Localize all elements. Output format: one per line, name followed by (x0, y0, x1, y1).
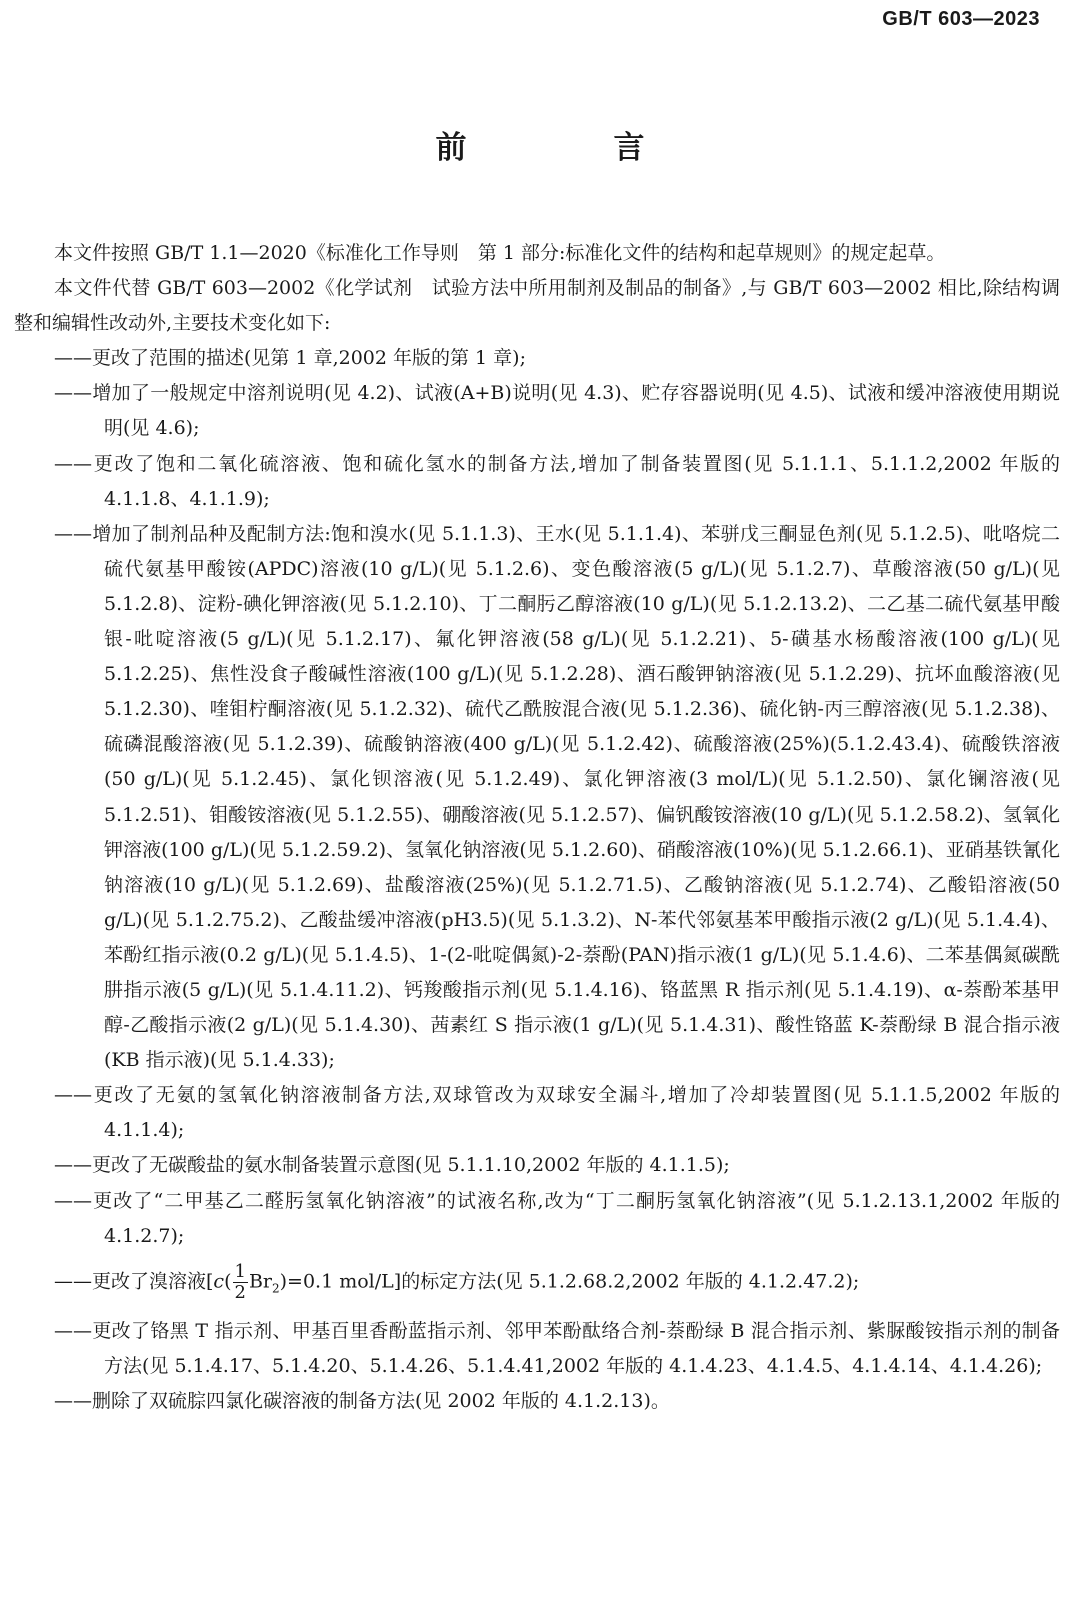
change-item-bromine: ——更改了溴溶液[c( $\frac{1}{2}$ $Br_2)=0.1$ mol/L]的标定方法(见 5.1.2.68.2,2002 年版的 4.1.2.47.2); (54, 1260, 860, 1303)
fraction-numerator: 1 (234, 1260, 246, 1282)
concentration-symbol: c (213, 1270, 225, 1293)
document-body (14, 236, 1060, 1419)
bromine-prefix: ——更改了溴溶液[ (54, 1270, 214, 1293)
paragraph-drafting-rule: 本文件按照 GB/T 1.1—2020《标准化工作导则 第 1 部分:标准化文件的结构和起草规则》的规定起草。 (54, 242, 946, 264)
fraction-denominator: 2 (234, 1281, 246, 1303)
change-item: ——更改了无氨的氢氧化钠溶液制备方法,双球管改为双球安全漏斗,增加了冷却装置图(见 5.1.1.5,2002 年版的 4.1.1.4); (54, 1084, 1060, 1142)
change-item: ——增加了一般规定中溶剂说明(见 4.2)、试液(A+B)说明(见 4.3)、贮存容器说明(见 4.5)、试液和缓冲溶液使用期说明(见 4.6); (54, 382, 1060, 440)
bromine-suffix: )=0.1 mol/L]的标定方法(见 5.1.2.68.2,2002 年版的 4.1.2.47.2); (279, 1270, 860, 1293)
change-item: ——更改了范围的描述(见第 1 章,2002 年版的第 1 章); (54, 347, 526, 370)
chemical-species: Br (248, 1270, 272, 1293)
change-item: ——更改了铬黑 T 指示剂、甲基百里香酚蓝指示剂、邻甲苯酚酞络合剂-萘酚绿 B 混合指示剂、紫脲酸铵指示剂的制备方法(见 5.1.4.17、5.1.4.20、5.1.4.26、5.1.4.41,2002 年版的 4.1.4.23、4.1.4.5、4.1.4.14、4.1.4.26); (54, 1320, 1060, 1378)
page-title: 前 言 (435, 130, 703, 166)
change-item: ——更改了“二甲基乙二醛肟氢氧化钠溶液”的试液名称,改为“丁二酮肟氢氧化钠溶液”(见 5.1.2.13.1,2002 年版的 4.1.2.7); (54, 1189, 1060, 1247)
document-number: GB/T 603—2023 (882, 8, 1040, 30)
chemical-subscript: 2 (272, 1281, 280, 1296)
fraction (233, 1262, 248, 1303)
change-item: ——更改了无碳酸盐的氨水制备装置示意图(见 5.1.1.10,2002 年版的 4.1.1.5); (54, 1154, 730, 1177)
change-list (14, 341, 1060, 1419)
paragraph-replacement: 本文件代替 GB/T 603—2002《化学试剂 试验方法中所用制剂及制品的制备》,与 GB/T 603—2002 相比,除结构调整和编辑性改动外,主要技术变化如下: (14, 277, 1060, 335)
change-item: ——更改了饱和二氧化硫溶液、饱和硫化氢水的制备方法,增加了制备装置图(见 5.1.1.1、5.1.1.2,2002 年版的 4.1.1.8、4.1.1.9); (54, 452, 1060, 510)
change-item: ——删除了双硫腙四氯化碳溶液的制备方法(见 2002 年版的 4.1.2.13)。 (54, 1390, 670, 1413)
change-item: ——增加了制剂品种及配制方法:饱和溴水(见 5.1.1.3)、王水(见 5.1.1.4)、苯骈戊三酮显色剂(见 5.1.2.5)、吡咯烷二硫代氨基甲酸铵(APDC)溶液(10 g/L)(见 5.1.2.6)、变色酸溶液(5 g/L)(见 5.1.2.7)、草酸溶液(50 g/L)(见 5.1.2.8)、淀粉-碘化钾溶液(见 5.1.2.10)、丁二酮肟乙醇溶液(10 g/L)(见 5.1.2.13.2)、二乙基二硫代氨基甲酸银-吡啶溶液(5 g/L)(见 5.1.2.17)、氟化钾溶液(58 g/L)(见 5.1.2.21)、5-磺基水杨酸溶液(100 g/L)(见 5.1.2.25)、焦性没食子酸碱性溶液(100 g/L)(见 5.1.2.28)、酒石酸钾钠溶液(见 5.1.2.29)、抗坏血酸溶液(见 5.1.2.30)、喹钼柠酮溶液(见 5.1.2.32)、硫代乙酰胺混合液(见 5.1.2.36)、硫化钠-丙三醇溶液(见 5.1.2.38)、硫磷混酸溶液(见 5.1.2.39)、硫酸钠溶液(400 g/L)(见 5.1.2.42)、硫酸溶液(25%)(5.1.2.43.4)、硫酸铁溶液(50 g/L)(见 5.1.2.45)、氯化钡溶液(见 5.1.2.49)、氯化钾溶液(3 mol/L)(见 5.1.2.50)、氯化镧溶液(见 5.1.2.51)、钼酸铵溶液(见 5.1.2.55)、硼酸溶液(见 5.1.2.57)、偏钒酸铵溶液(10 g/L)(见 5.1.2.58.2)、氢氧化钾溶液(100 g/L)(见 5.1.2.59.2)、氢氧化钠溶液(见 5.1.2.60)、硝酸溶液(10%)(见 5.1.2.66.1)、亚硝基铁氰化钠溶液(10 g/L)(见 5.1.2.69)、盐酸溶液(25%)(见 5.1.2.71.5)、乙酸钠溶液(见 5.1.2.74)、乙酸铅溶液(50 g/L)(见 5.1.2.75.2)、乙酸盐缓冲溶液(pH3.5)(见 5.1.3.2)、N-苯代邻氨基苯甲酸指示液(2 g/L)(见 5.1.4.4)、苯酚红指示液(0.2 g/L)(见 5.1.4.5)、1-(2-吡啶偶氮)-2-萘酚(PAN)指示液(1 g/L)(见 5.1.4.6)、二苯基偶氮碳酰肼指示液(5 g/L)(见 5.1.4.11.2)、钙羧酸指示剂(见 5.1.4.16)、铬蓝黑 R 指示剂(见 5.1.4.19)、α-萘酚苯基甲醇-乙酸指示液(2 g/L)(见 5.1.4.30)、茜素红 S 指示液(1 g/L)(见 5.1.4.31)、酸性铬蓝 K-萘酚绿 B 混合指示液(KB 指示液)(见 5.1.4.33); (54, 522, 1060, 1072)
